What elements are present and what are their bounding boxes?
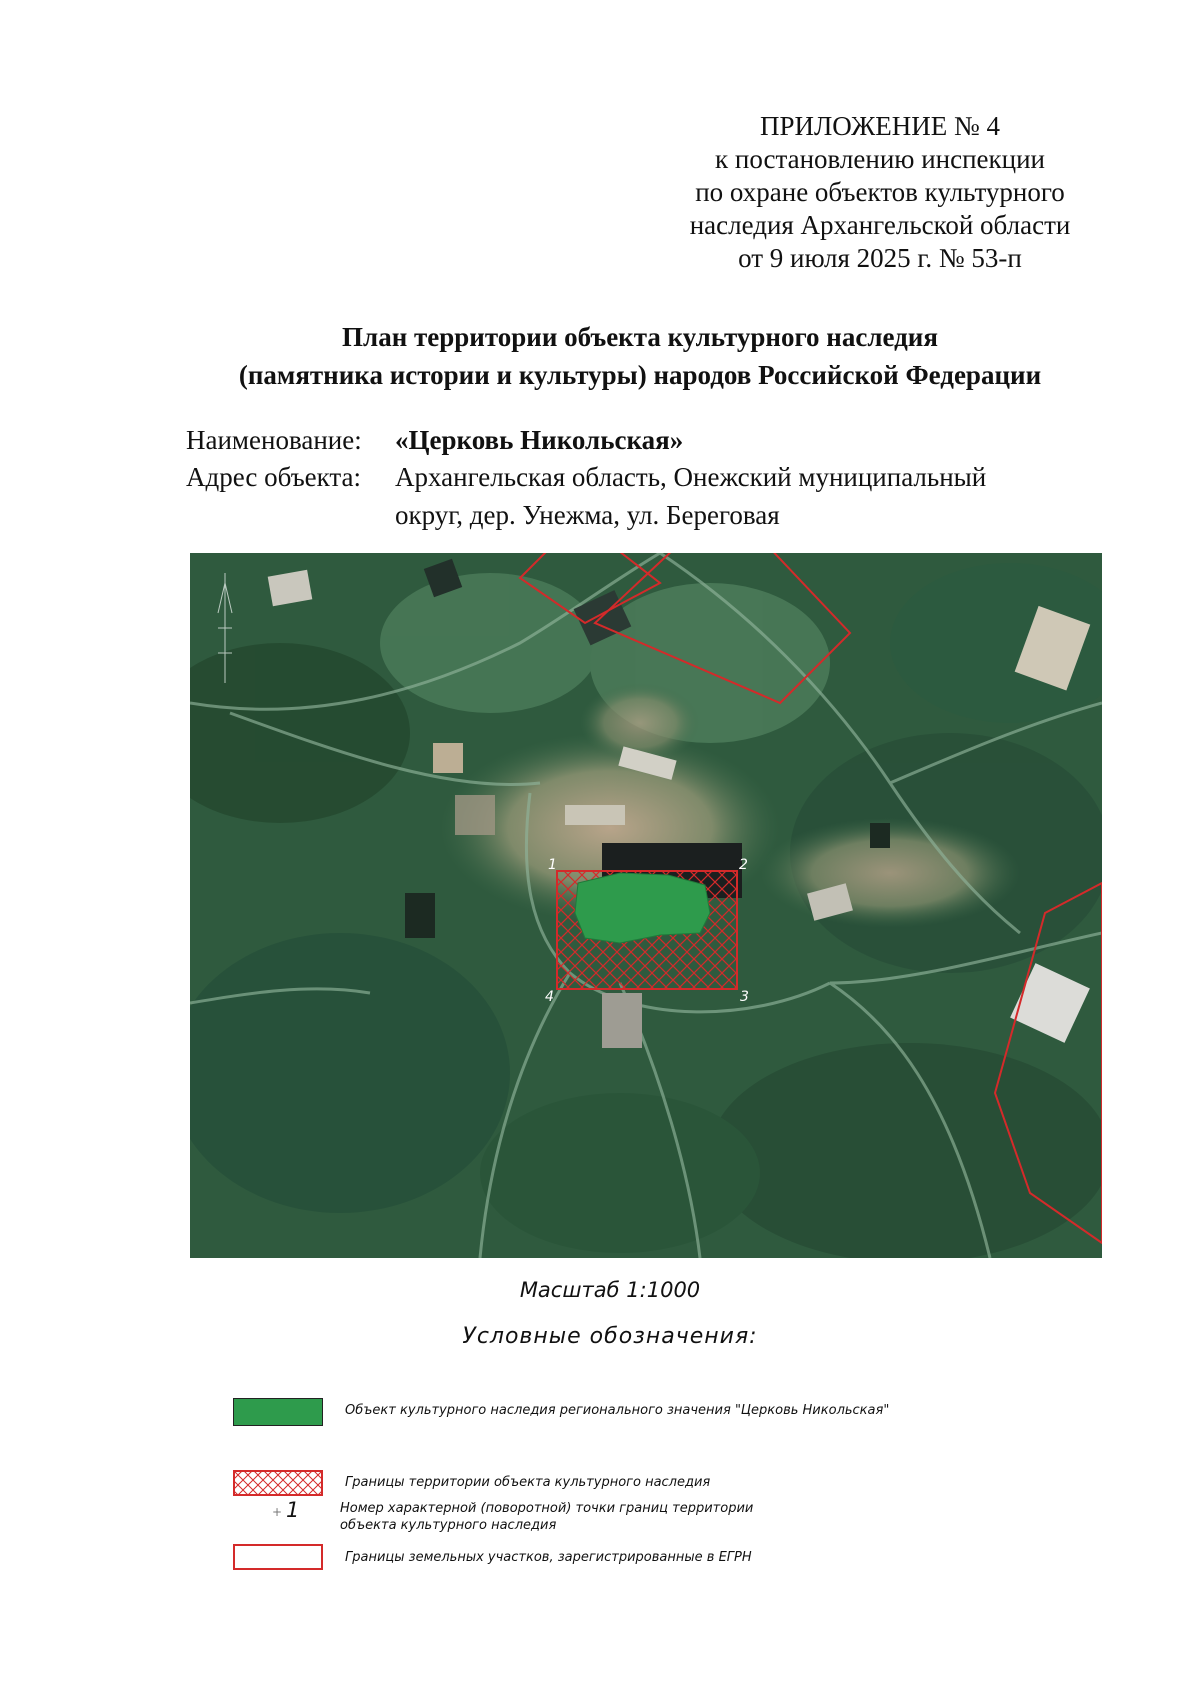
boundary-point-3: 3 (740, 989, 749, 1005)
point-marker-icon: + (272, 1505, 283, 1519)
appendix-header (640, 110, 1120, 275)
green-fill-swatch (233, 1398, 323, 1426)
heritage-object-church[interactable] (575, 873, 710, 943)
satellite-map[interactable] (190, 553, 1102, 1258)
appendix-line: по охране объектов культурного (695, 177, 1065, 207)
legend-item-point-number (340, 1500, 753, 1534)
name-label: Наименование: (186, 425, 362, 455)
boundary-point-2: 2 (739, 857, 748, 873)
legend-text-line: Номер характерной (поворотной) точки границ территории (340, 1501, 754, 1516)
legend-item-land-parcels: Границы земельных участков, зарегистрированные в ЕГРН (345, 1550, 752, 1565)
title-line: План территории объекта культурного наследия (342, 322, 938, 352)
boundary-point-4: 4 (545, 989, 554, 1005)
title-line: (памятника истории и культуры) народов Российской Федерации (238, 360, 1042, 390)
appendix-date: от 9 июля 2025 г. № 53-п (738, 243, 1022, 273)
address-line: округ, дер. Унежма, ул. Береговая (395, 500, 780, 530)
legend-text-line: объекта культурного наследия (340, 1518, 557, 1533)
point-marker-label: 1 (286, 1498, 300, 1522)
name-value: «Церковь Никольская» (395, 425, 684, 455)
boundary-point-1: 1 (548, 857, 557, 873)
red-outline-swatch (233, 1544, 323, 1570)
document-title (140, 318, 1140, 394)
legend-item-heritage-object: Объект культурного наследия регионального значения "Церковь Никольская" (345, 1403, 890, 1418)
appendix-line: к постановлению инспекции (715, 144, 1045, 174)
legend-title: Условные обозначения: (462, 1324, 758, 1349)
appendix-number: ПРИЛОЖЕНИЕ № 4 (759, 111, 1001, 141)
appendix-line: наследия Архангельской области (689, 210, 1071, 240)
red-hatch-swatch (233, 1470, 323, 1496)
legend-item-territory-boundary: Границы территории объекта культурного наследия (345, 1475, 711, 1490)
map-scale: Масштаб 1:1000 (519, 1278, 701, 1302)
address-label: Адрес объекта: (186, 462, 362, 492)
address-line: Архангельская область, Онежский муниципальный (395, 462, 987, 492)
